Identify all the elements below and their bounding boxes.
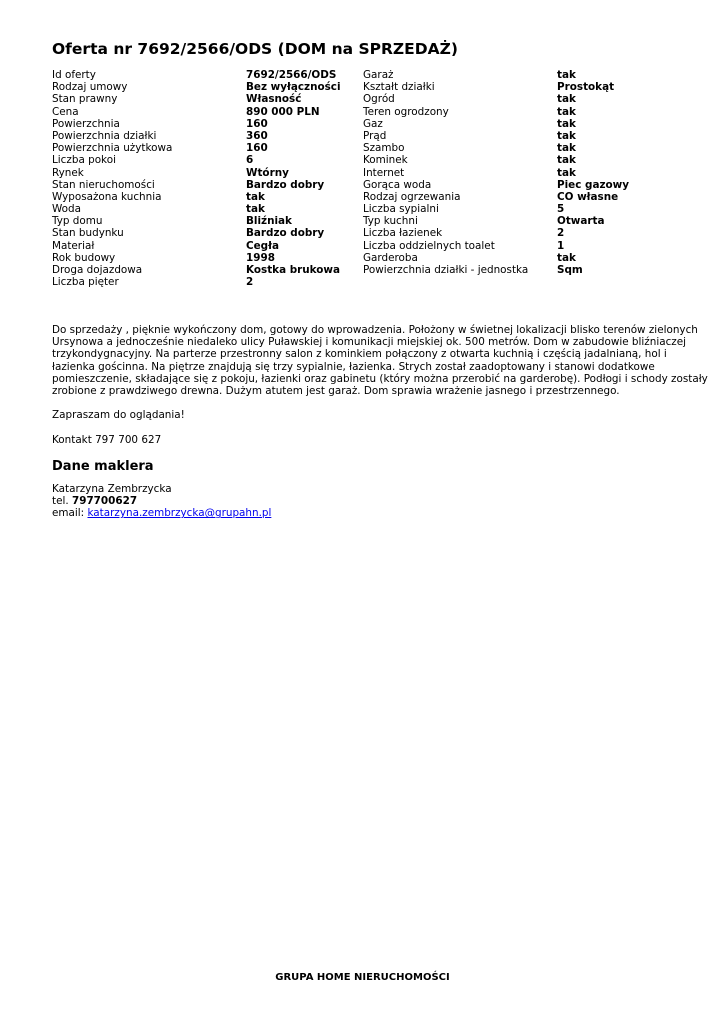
property-label: Powierzchnia: [52, 117, 120, 130]
description-line: Do sprzedaży , pięknie wykończony dom, gotowy do wprowadzenia. Położony w świetnej lokalizacji blisko terenów zielonych: [52, 324, 698, 336]
agent-name: Katarzyna Zembrzycka: [52, 483, 172, 495]
footer-company-name: GRUPA HOME NIERUCHOMOŚCI: [275, 972, 450, 983]
property-label: Kominek: [363, 154, 408, 167]
offer-description: [52, 324, 708, 398]
property-label: Ogród: [363, 93, 395, 106]
property-label: Rodzaj ogrzewania: [363, 190, 461, 203]
property-label: Prąd: [363, 129, 387, 142]
property-label: Szambo: [363, 142, 405, 155]
agent-phone: 797700627: [71, 495, 138, 508]
property-value: Własność: [246, 93, 302, 106]
property-label: Typ domu: [52, 215, 103, 228]
property-value: 1998: [246, 251, 275, 264]
property-value: 2: [557, 227, 565, 240]
description-line: pomieszczenie, składające się z pokoju, łazienki oraz gabinetu (który można przerobić na garderobę). Podłogi i schody zostały: [52, 372, 708, 385]
agent-details: [52, 483, 271, 520]
property-value: Prostokąt: [557, 81, 615, 94]
property-label: Gaz: [363, 117, 383, 130]
description-line: Ursynowa a jednocześnie niedaleko ulicy Puławskiej i komunikacji miejskiej ok. 500 metrów. Dom w zabudowie bliźniaczej: [52, 336, 687, 349]
property-label: Woda: [52, 203, 81, 216]
property-value: 360: [246, 129, 268, 142]
contact-text: Kontakt 797 700 627: [52, 434, 162, 446]
property-value: tak: [557, 105, 576, 118]
property-value: tak: [557, 166, 576, 179]
property-label: Kształt działki: [363, 81, 435, 94]
property-label: Garaż: [363, 69, 394, 81]
description-line: trzykondygnacyjny. Na parterze przestronny salon z kominkiem połączony z otwarta kuchnią i częścią jadalnianą, hol i: [52, 348, 667, 361]
property-value: 5: [557, 203, 565, 216]
property-label: Stan nieruchomości: [52, 178, 155, 191]
property-label: Cena: [52, 105, 79, 118]
property-value: Otwarta: [557, 215, 605, 228]
property-value: tak: [557, 142, 576, 155]
property-value: 1: [557, 239, 565, 252]
property-label: Teren ogrodzony: [363, 105, 449, 118]
agent-phone-line: [52, 495, 271, 507]
property-value: tak: [557, 69, 576, 81]
property-label: Wyposażona kuchnia: [52, 190, 162, 203]
agent-email-link[interactable]: katarzyna.zembrzycka@grupahn.pl: [87, 507, 272, 520]
property-value: tak: [246, 203, 265, 216]
property-label: Liczba pokoi: [52, 154, 116, 167]
agent-phone-label: tel.: [52, 495, 69, 508]
property-label: Rynek: [52, 166, 84, 179]
property-label: Powierzchnia działki - jednostka: [363, 264, 529, 276]
property-value: 6: [246, 154, 254, 167]
property-value: Bardzo dobry: [246, 227, 325, 240]
agent-email-label: email:: [52, 507, 85, 520]
property-value: 160: [246, 117, 268, 130]
property-label: Droga dojazdowa: [52, 264, 143, 276]
greeting-text: Zapraszam do oglądania!: [52, 409, 185, 421]
property-label: Materiał: [52, 239, 95, 252]
property-value: Bardzo dobry: [246, 178, 325, 191]
property-label: Liczba łazienek: [363, 227, 443, 240]
property-value: 7692/2566/ODS: [246, 69, 337, 81]
property-label: Rok budowy: [52, 251, 116, 264]
property-value: Bliźniak: [246, 215, 292, 228]
property-label: Typ kuchni: [363, 215, 418, 228]
description-line: łazienka gościnna. Na piętrze znajdują się trzy sypialnie, łazienka. Strych został zaadoptowany i stanowi dodatkowe: [52, 360, 655, 373]
description-line: zrobione z prawdziwego drewna. Dużym atutem jest garaż. Dom sprawia wrażenie jasnego i przestrzennego.: [52, 385, 620, 398]
property-value: tak: [246, 190, 265, 203]
property-value: 2: [246, 276, 254, 289]
property-value: Bez wyłączności: [246, 81, 341, 94]
property-label: Id oferty: [52, 69, 96, 81]
property-value: Wtórny: [246, 166, 289, 179]
property-label: Stan prawny: [52, 93, 118, 106]
property-value: Cegła: [246, 239, 279, 252]
property-value: Kostka brukowa: [246, 264, 341, 276]
property-label: Rodzaj umowy: [52, 81, 128, 94]
property-value: CO własne: [557, 190, 619, 203]
property-value: Sqm: [557, 264, 583, 276]
property-label: Powierzchnia użytkowa: [52, 142, 173, 155]
property-value: tak: [557, 251, 576, 264]
property-label: Gorąca woda: [363, 178, 432, 191]
property-label: Powierzchnia działki: [52, 129, 157, 142]
property-value: tak: [557, 154, 576, 167]
property-value: tak: [557, 117, 576, 130]
property-label: Liczba sypialni: [363, 203, 439, 216]
property-label: Stan budynku: [52, 227, 124, 240]
property-value: Piec gazowy: [557, 178, 630, 191]
property-label: Internet: [363, 166, 405, 179]
property-value: 160: [246, 142, 268, 155]
property-value: 890 000 PLN: [246, 105, 320, 118]
property-label: Liczba pięter: [52, 276, 119, 289]
agent-email-line: [52, 507, 271, 519]
property-value: tak: [557, 93, 576, 106]
agent-heading: Dane maklera: [52, 459, 154, 474]
offer-title: Oferta nr 7692/2566/ODS (DOM na SPRZEDAŻ): [52, 40, 458, 58]
property-value: tak: [557, 129, 576, 142]
property-label: Garderoba: [363, 251, 418, 264]
property-label: Liczba oddzielnych toalet: [363, 239, 495, 252]
